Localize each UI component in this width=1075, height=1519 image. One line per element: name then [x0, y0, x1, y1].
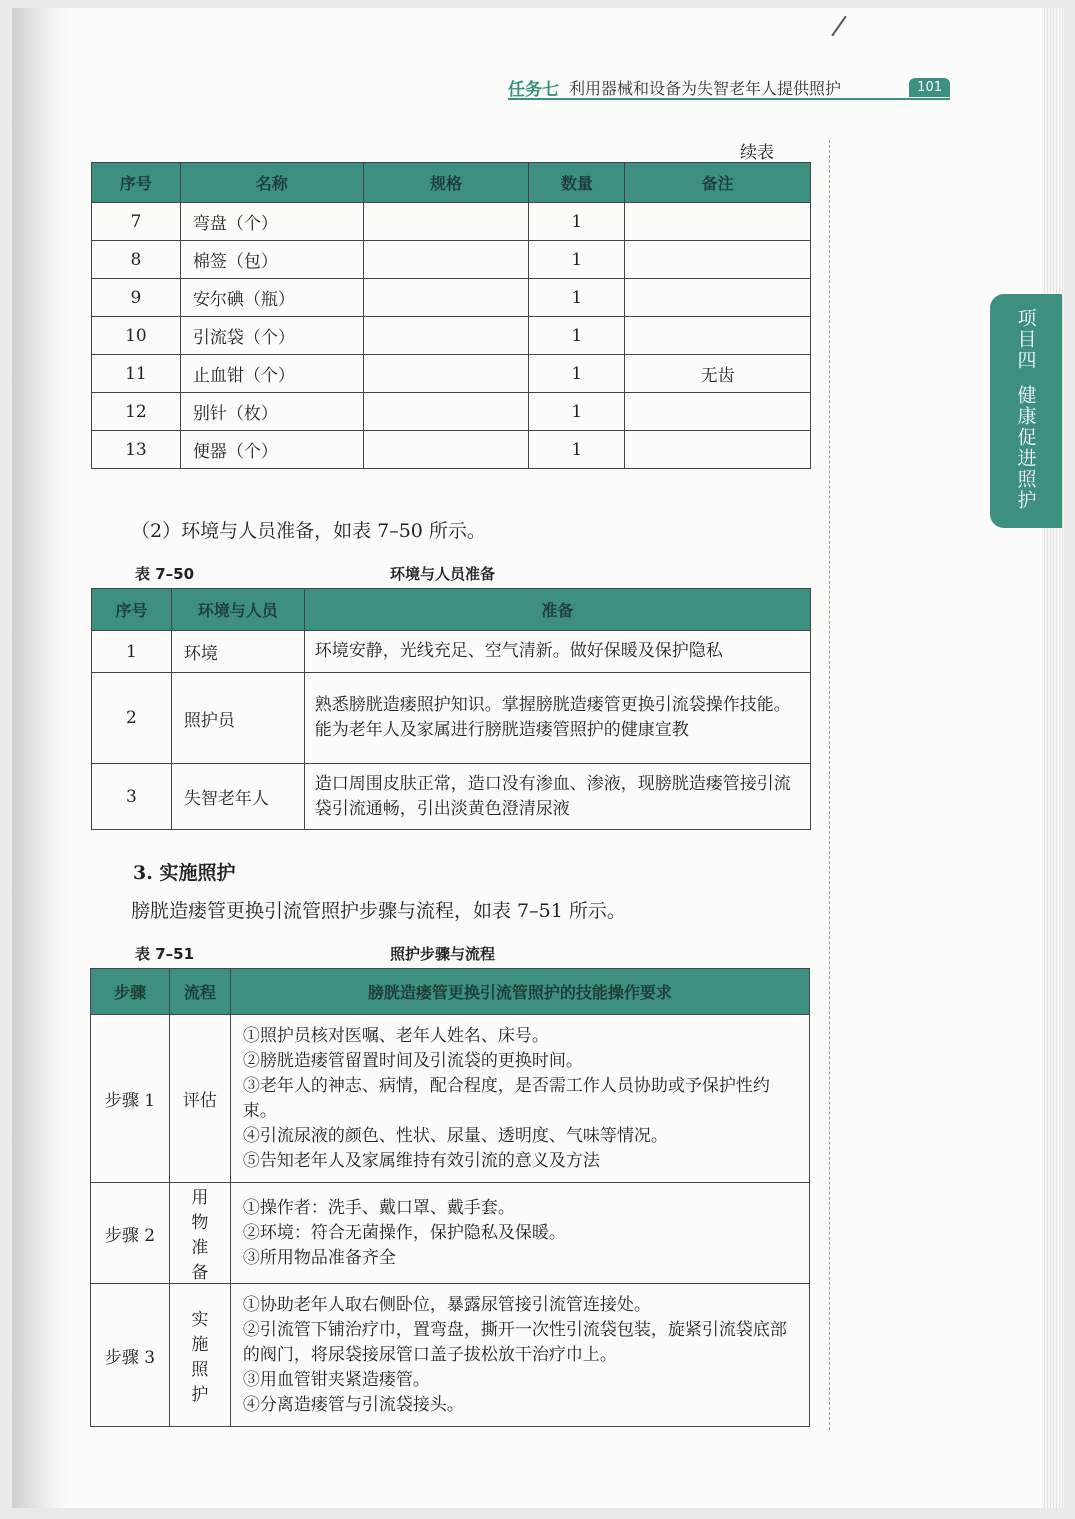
- cell-item: 环境: [171, 631, 304, 673]
- column-header: 环境与人员: [171, 589, 304, 631]
- table-row: [92, 241, 811, 279]
- table-row: [92, 431, 811, 469]
- cell-note: [625, 393, 811, 431]
- cell-note: 无齿: [625, 355, 811, 393]
- cell-requirements: [230, 1183, 809, 1284]
- table-header-row: [91, 969, 810, 1015]
- cell-no: 11: [92, 355, 181, 393]
- cell-spec: [363, 241, 529, 279]
- cell-flow: 用物准备: [169, 1183, 230, 1284]
- cell-no: 2: [92, 673, 172, 764]
- chapter-tab: [990, 294, 1062, 528]
- cell-spec: [363, 431, 529, 469]
- cell-qty: 1: [529, 355, 625, 393]
- cell-spec: [363, 317, 529, 355]
- continued-label: 续表: [740, 143, 774, 163]
- cell-note: [625, 203, 811, 241]
- column-header: 备注: [625, 163, 811, 203]
- table-row: [91, 1015, 810, 1183]
- cell-note: [625, 317, 811, 355]
- cell-name: 棉签（包）: [180, 241, 363, 279]
- cell-no: 7: [92, 203, 181, 241]
- cut-line: [829, 140, 830, 1430]
- table3-caption-no: 表 7–51: [135, 945, 195, 963]
- cell-note: [625, 241, 811, 279]
- requirement-line: ④分离造瘘管与引流袋接头。: [242, 1394, 464, 1415]
- column-header: 膀胱造瘘管更换引流管照护的技能操作要求: [230, 969, 809, 1015]
- cell-item: 失智老年人: [171, 764, 304, 830]
- header-title: 利用器械和设备为失智老年人提供照护: [569, 78, 842, 98]
- cell-qty: 1: [529, 279, 625, 317]
- cell-prep: 环境安静，光线充足、空气清新。做好保暖及保护隐私: [304, 631, 810, 673]
- column-header: 序号: [92, 163, 181, 203]
- cell-note: [625, 279, 811, 317]
- cell-requirements: [230, 1284, 809, 1427]
- column-header: 准备: [304, 589, 810, 631]
- cell-qty: 1: [529, 317, 625, 355]
- cell-note: [625, 431, 811, 469]
- cell-name: 止血钳（个）: [180, 355, 363, 393]
- table3-caption-title: 照护步骤与流程: [390, 945, 496, 963]
- chapter-tab-part2: 健康促进照护: [1014, 385, 1037, 511]
- cell-name: 安尔碘（瓶）: [180, 279, 363, 317]
- cell-no: 12: [92, 393, 181, 431]
- cell-no: 13: [92, 431, 181, 469]
- cell-step: 步骤 2: [91, 1183, 170, 1284]
- paragraph-steps: 膀胱造瘘管更换引流管照护步骤与流程，如表 7–51 所示。: [131, 900, 626, 922]
- requirement-line: ④引流尿液的颜色、性状、尿量、透明度、气味等情况。: [242, 1125, 668, 1146]
- column-header: 流程: [169, 969, 230, 1015]
- cell-qty: 1: [529, 241, 625, 279]
- cell-no: 8: [92, 241, 181, 279]
- table-row: [91, 1284, 810, 1427]
- cell-flow: 评估: [169, 1015, 230, 1183]
- cell-prep: 熟悉膀胱造瘘照护知识。掌握膀胱造瘘管更换引流袋操作技能。能为老年人及家属进行膀胱造瘘管照护的健康宣教: [304, 673, 810, 764]
- cell-spec: [363, 279, 529, 317]
- table-header-row: [92, 589, 811, 631]
- table-row: [92, 279, 811, 317]
- chapter-tab-part1: 项目四: [1014, 308, 1037, 371]
- cell-qty: 1: [529, 431, 625, 469]
- table-row: [92, 393, 811, 431]
- requirement-line: ②引流管下铺治疗巾，置弯盘，撕开一次性引流袋包装，旋紧引流袋底部的阀门，将尿袋接尿管口盖子拔松放干治疗巾上。: [242, 1319, 787, 1365]
- requirement-line: ②膀胱造瘘管留置时间及引流袋的更换时间。: [242, 1050, 583, 1071]
- column-header: 步骤: [91, 969, 170, 1015]
- cell-name: 别针（枚）: [180, 393, 363, 431]
- table-row: [92, 317, 811, 355]
- table-row: [92, 203, 811, 241]
- table2-caption-no: 表 7–50: [135, 565, 195, 583]
- column-header: 序号: [92, 589, 172, 631]
- cell-requirements: [230, 1015, 809, 1183]
- column-header: 名称: [180, 163, 363, 203]
- cell-no: 1: [92, 631, 172, 673]
- cell-name: 弯盘（个）: [180, 203, 363, 241]
- page-gutter: [12, 8, 70, 1508]
- cell-no: 10: [92, 317, 181, 355]
- cell-prep: 造口周围皮肤正常，造口没有渗血、渗液，现膀胱造瘘管接引流袋引流通畅，引出淡黄色澄清尿液: [304, 764, 810, 830]
- cell-spec: [363, 393, 529, 431]
- cell-step: 步骤 1: [91, 1015, 170, 1183]
- cell-flow: 实施照护: [169, 1284, 230, 1427]
- requirement-line: ③所用物品准备齐全: [242, 1247, 396, 1268]
- table-row: [92, 764, 811, 830]
- cell-step: 步骤 3: [91, 1284, 170, 1427]
- section-heading: 3. 实施照护: [133, 862, 236, 884]
- requirement-line: ③老年人的神志、病情，配合程度，是否需工作人员协助或予保护性约束。: [242, 1075, 770, 1121]
- paragraph-env-prep: （2）环境与人员准备，如表 7–50 所示。: [131, 520, 486, 542]
- requirement-line: ②环境：符合无菌操作，保护隐私及保暖。: [242, 1222, 566, 1243]
- table-row: [92, 355, 811, 393]
- cell-no: 3: [92, 764, 172, 830]
- cell-qty: 1: [529, 203, 625, 241]
- table-row: [92, 631, 811, 673]
- running-header: [508, 76, 950, 100]
- cell-item: 照护员: [171, 673, 304, 764]
- column-header: 数量: [529, 163, 625, 203]
- requirement-line: ①协助老年人取右侧卧位，暴露尿管接引流管连接处。: [242, 1294, 651, 1315]
- supplies-table: [91, 162, 811, 469]
- cell-no: 9: [92, 279, 181, 317]
- column-header: 规格: [363, 163, 529, 203]
- requirement-line: ①操作者：洗手、戴口罩、戴手套。: [242, 1197, 515, 1218]
- table-header-row: [92, 163, 811, 203]
- cell-name: 引流袋（个）: [180, 317, 363, 355]
- environment-table: [91, 588, 811, 830]
- page-edges: [1042, 8, 1064, 1508]
- table2-caption-title: 环境与人员准备: [390, 565, 496, 583]
- requirement-line: ③用血管钳夹紧造瘘管。: [242, 1369, 430, 1390]
- cell-spec: [363, 203, 529, 241]
- table-row: [91, 1183, 810, 1284]
- header-task: 任务七: [508, 79, 559, 100]
- steps-table: [90, 968, 810, 1427]
- cell-name: 便器（个）: [180, 431, 363, 469]
- cell-qty: 1: [529, 393, 625, 431]
- requirement-line: ①照护员核对医嘱、老年人姓名、床号。: [242, 1025, 549, 1046]
- cell-spec: [363, 355, 529, 393]
- requirement-line: ⑤告知老年人及家属维持有效引流的意义及方法: [242, 1150, 600, 1171]
- page-number: 101: [909, 78, 950, 97]
- table-row: [92, 673, 811, 764]
